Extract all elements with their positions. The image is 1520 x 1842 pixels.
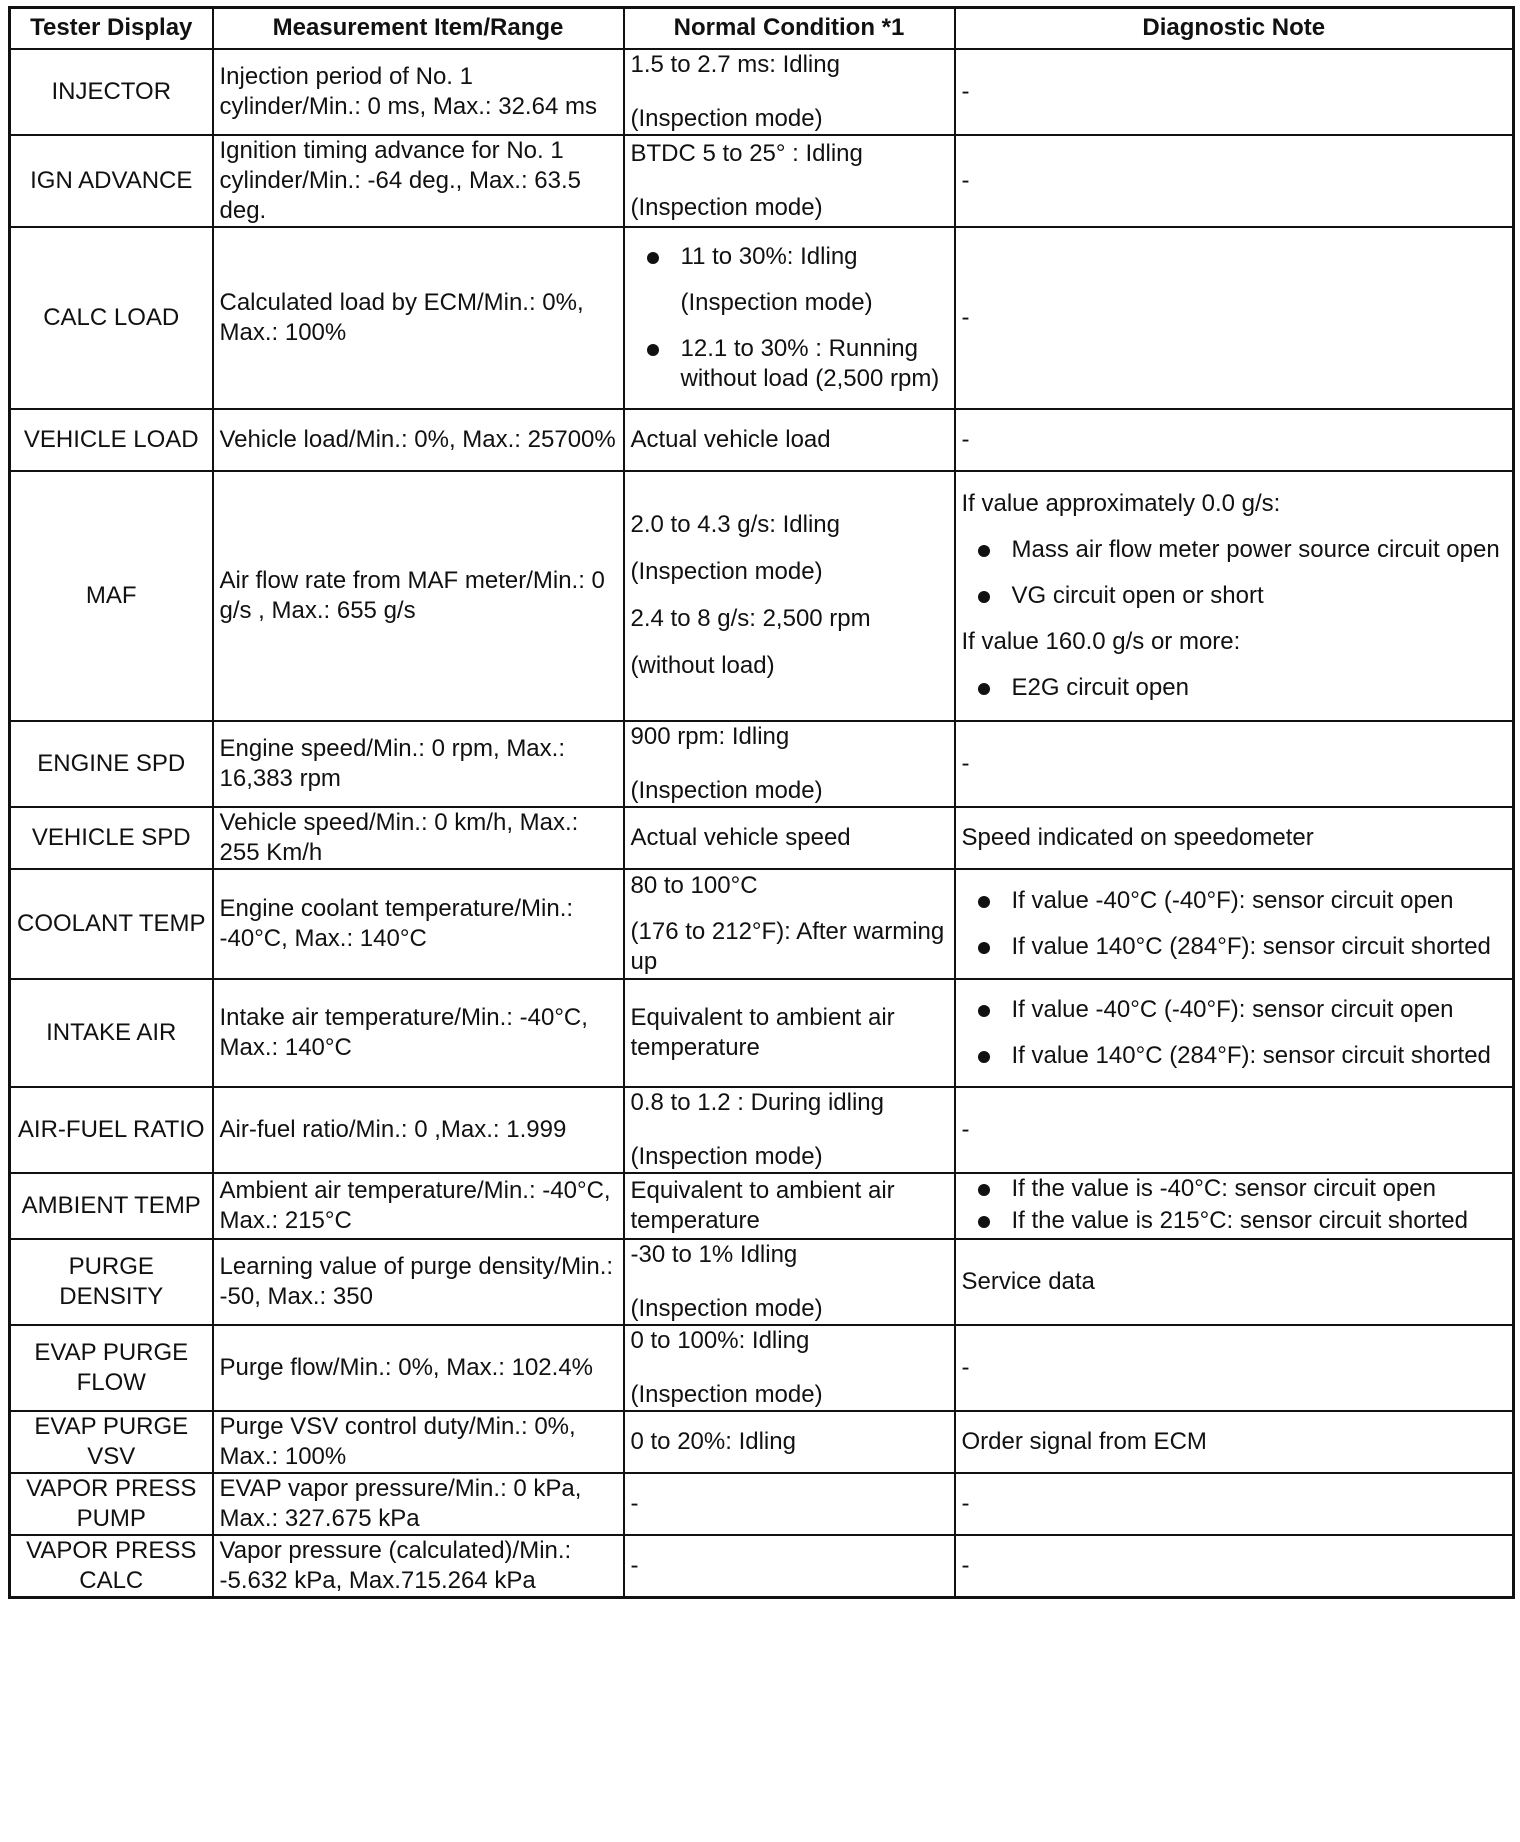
header-measurement-item: Measurement Item/Range	[213, 8, 624, 49]
tester-display-cell: ENGINE SPD	[10, 721, 213, 807]
measurement-item-cell: Injection period of No. 1 cylinder/Min.: 0 ms, Max.: 32.64 ms	[213, 49, 624, 135]
condition-line: 80 to 100°C	[630, 871, 758, 899]
table-row	[10, 721, 1514, 807]
tester-display-cell: PURGE DENSITY	[10, 1239, 213, 1325]
table-row	[10, 49, 1514, 135]
header-row	[10, 8, 1514, 49]
diagnostic-note-cell: -	[955, 135, 1514, 227]
bullet-icon	[647, 344, 659, 356]
data-list-table	[8, 6, 1515, 1599]
measurement-item-cell: Engine coolant temperature/Min.: -40°C, Max.: 140°C	[213, 869, 624, 979]
condition-line: (Inspection mode)	[630, 104, 823, 132]
diagnostic-note-cell: Speed indicated on speedometer	[955, 807, 1514, 869]
condition-line: 0 to 100%: Idling	[630, 1326, 810, 1354]
condition-line: (Inspection mode)	[630, 1380, 823, 1408]
condition-line: (176 to 212°F): After warming up	[630, 917, 945, 975]
diagnostic-note-cell: -	[955, 1087, 1514, 1173]
diagnostic-note-cell: -	[955, 409, 1514, 471]
bullet-icon	[978, 1184, 990, 1196]
condition-line: Actual vehicle speed	[630, 823, 851, 851]
measurement-item-cell: Purge VSV control duty/Min.: 0%, Max.: 100%	[213, 1411, 624, 1473]
diagnostic-note-cell: -	[955, 1473, 1514, 1535]
note-bullet	[962, 932, 1507, 962]
measurement-item-cell: Engine speed/Min.: 0 rpm, Max.: 16,383 rpm	[213, 721, 624, 807]
table-row	[10, 807, 1514, 869]
condition-line: 0 to 20%: Idling	[630, 1427, 796, 1455]
condition-line: (Inspection mode)	[630, 558, 823, 585]
table-row	[10, 1535, 1514, 1598]
measurement-item-cell: Vehicle load/Min.: 0%, Max.: 25700%	[213, 409, 624, 471]
diagnostic-note-cell	[955, 1173, 1514, 1239]
normal-condition-cell	[624, 49, 955, 135]
normal-condition-cell	[624, 1411, 955, 1473]
condition-line: -	[630, 1551, 639, 1579]
note-text: If value 140°C (284°F): sensor circuit shorted	[1011, 932, 1491, 960]
bullet-icon	[978, 1216, 990, 1228]
condition-indent: (Inspection mode)	[680, 288, 873, 316]
normal-condition-cell	[624, 1087, 955, 1173]
note-text: If the value is -40°C: sensor circuit open	[1011, 1174, 1436, 1202]
note-bullet	[962, 995, 1507, 1025]
note-text: If value -40°C (-40°F): sensor circuit open	[1011, 886, 1454, 914]
note-bullet	[962, 673, 1507, 703]
diagnostic-note-cell: -	[955, 227, 1514, 409]
tester-display-cell: EVAP PURGE VSV	[10, 1411, 213, 1473]
condition-line: 1.5 to 2.7 ms: Idling	[630, 50, 840, 78]
condition-line: 2.0 to 4.3 g/s: Idling	[630, 511, 840, 538]
note-text: Mass air flow meter power source circuit open	[1011, 535, 1500, 563]
bullet-icon	[978, 591, 990, 603]
note-bullet	[962, 1041, 1507, 1071]
tester-display-cell: VEHICLE SPD	[10, 807, 213, 869]
condition-line: Equivalent to ambient air temperature	[630, 1003, 895, 1061]
tester-display-cell: VAPOR PRESS CALC	[10, 1535, 213, 1598]
tester-display-cell: COOLANT TEMP	[10, 869, 213, 979]
normal-condition-cell	[624, 979, 955, 1087]
tester-display-cell: AMBIENT TEMP	[10, 1173, 213, 1239]
diagnostic-note-cell: Service data	[955, 1239, 1514, 1325]
tester-display-cell: CALC LOAD	[10, 227, 213, 409]
bullet-icon	[647, 252, 659, 264]
note-text: VG circuit open or short	[1011, 581, 1264, 609]
diagnostic-note-cell	[955, 979, 1514, 1087]
table-row	[10, 409, 1514, 471]
diagnostic-note-cell: -	[955, 1325, 1514, 1411]
table-row	[10, 135, 1514, 227]
normal-condition-cell	[624, 869, 955, 979]
condition-line: Actual vehicle load	[630, 425, 831, 453]
table-row	[10, 1239, 1514, 1325]
tester-display-cell: AIR-FUEL RATIO	[10, 1087, 213, 1173]
condition-bullet	[631, 334, 948, 394]
bullet-icon	[978, 1005, 990, 1017]
condition-line: BTDC 5 to 25° : Idling	[630, 139, 863, 167]
measurement-item-cell: Purge flow/Min.: 0%, Max.: 102.4%	[213, 1325, 624, 1411]
normal-condition-cell	[624, 1473, 955, 1535]
header-diagnostic-note: Diagnostic Note	[955, 8, 1514, 49]
table-row	[10, 1473, 1514, 1535]
table-row	[10, 1173, 1514, 1239]
condition-line: -	[630, 1489, 639, 1517]
tester-display-cell: EVAP PURGE FLOW	[10, 1325, 213, 1411]
note-intro: If value 160.0 g/s or more:	[961, 627, 1241, 655]
diagnostic-note-cell	[955, 869, 1514, 979]
normal-condition-cell	[624, 409, 955, 471]
table-row	[10, 869, 1514, 979]
normal-condition-cell	[624, 227, 955, 409]
diagnostic-note-cell: -	[955, 721, 1514, 807]
condition-line: Equivalent to ambient air temperature	[630, 1176, 895, 1234]
table-row	[10, 1325, 1514, 1411]
header-tester-display: Tester Display	[10, 8, 213, 49]
tester-display-cell: INTAKE AIR	[10, 979, 213, 1087]
condition-bullet	[631, 242, 948, 272]
bullet-icon	[978, 896, 990, 908]
measurement-item-cell: Ambient air temperature/Min.: -40°C, Max.: 215°C	[213, 1173, 624, 1239]
normal-condition-cell	[624, 1239, 955, 1325]
table-row	[10, 227, 1514, 409]
normal-condition-cell	[624, 1173, 955, 1239]
bullet-icon	[978, 1051, 990, 1063]
measurement-item-cell: Air flow rate from MAF meter/Min.: 0 g/s , Max.: 655 g/s	[213, 471, 624, 721]
diagnostic-note-cell: -	[955, 49, 1514, 135]
note-text: If value -40°C (-40°F): sensor circuit open	[1011, 995, 1454, 1023]
normal-condition-cell	[624, 807, 955, 869]
measurement-item-cell: Calculated load by ECM/Min.: 0%, Max.: 100%	[213, 227, 624, 409]
table-row	[10, 979, 1514, 1087]
measurement-item-cell: Ignition timing advance for No. 1 cylinder/Min.: -64 deg., Max.: 63.5 deg.	[213, 135, 624, 227]
measurement-item-cell: Intake air temperature/Min.: -40°C, Max.: 140°C	[213, 979, 624, 1087]
note-intro: If value approximately 0.0 g/s:	[961, 489, 1281, 517]
measurement-item-cell: Vehicle speed/Min.: 0 km/h, Max.: 255 Km/h	[213, 807, 624, 869]
note-text: If the value is 215°C: sensor circuit shorted	[1011, 1206, 1468, 1234]
measurement-item-cell: Vapor pressure (calculated)/Min.: -5.632 kPa, Max.715.264 kPa	[213, 1535, 624, 1598]
note-bullet	[962, 581, 1507, 611]
condition-line: -30 to 1% Idling	[630, 1240, 798, 1268]
measurement-item-cell: Air-fuel ratio/Min.: 0 ,Max.: 1.999	[213, 1087, 624, 1173]
tester-display-cell: VEHICLE LOAD	[10, 409, 213, 471]
tester-display-cell: IGN ADVANCE	[10, 135, 213, 227]
note-bullet	[962, 1206, 1507, 1236]
diagnostic-note-cell	[955, 471, 1514, 721]
note-bullet	[962, 1174, 1507, 1204]
header-normal-condition: Normal Condition *1	[624, 8, 955, 49]
normal-condition-cell	[624, 1325, 955, 1411]
tester-display-cell: INJECTOR	[10, 49, 213, 135]
normal-condition-cell	[624, 721, 955, 807]
condition-line: 900 rpm: Idling	[630, 722, 790, 750]
note-bullet	[962, 535, 1507, 565]
bullet-icon	[978, 942, 990, 954]
table-row	[10, 1087, 1514, 1173]
tester-display-cell: MAF	[10, 471, 213, 721]
condition-line: (Inspection mode)	[630, 193, 823, 221]
normal-condition-cell	[624, 471, 955, 721]
note-text: If value 140°C (284°F): sensor circuit shorted	[1011, 1041, 1491, 1069]
condition-text: 11 to 30%: Idling	[680, 242, 858, 270]
condition-line: 2.4 to 8 g/s: 2,500 rpm	[630, 605, 871, 632]
bullet-icon	[978, 683, 990, 695]
measurement-item-cell: EVAP vapor pressure/Min.: 0 kPa, Max.: 327.675 kPa	[213, 1473, 624, 1535]
measurement-item-cell: Learning value of purge density/Min.: -50, Max.: 350	[213, 1239, 624, 1325]
normal-condition-cell	[624, 135, 955, 227]
table-row	[10, 471, 1514, 721]
bullet-icon	[978, 545, 990, 557]
diagnostic-note-cell: -	[955, 1535, 1514, 1598]
condition-line: (Inspection mode)	[630, 776, 823, 804]
diagnostic-note-cell: Order signal from ECM	[955, 1411, 1514, 1473]
condition-line: (without load)	[630, 652, 775, 679]
note-bullet	[962, 886, 1507, 916]
table-row	[10, 1411, 1514, 1473]
normal-condition-cell	[624, 1535, 955, 1598]
note-text: E2G circuit open	[1011, 673, 1189, 701]
condition-line: (Inspection mode)	[630, 1142, 823, 1170]
tester-display-cell: VAPOR PRESS PUMP	[10, 1473, 213, 1535]
condition-line: 0.8 to 1.2 : During idling	[630, 1088, 884, 1116]
condition-text: 12.1 to 30% : Running without load (2,500 rpm)	[680, 334, 940, 392]
condition-line: (Inspection mode)	[630, 1294, 823, 1322]
